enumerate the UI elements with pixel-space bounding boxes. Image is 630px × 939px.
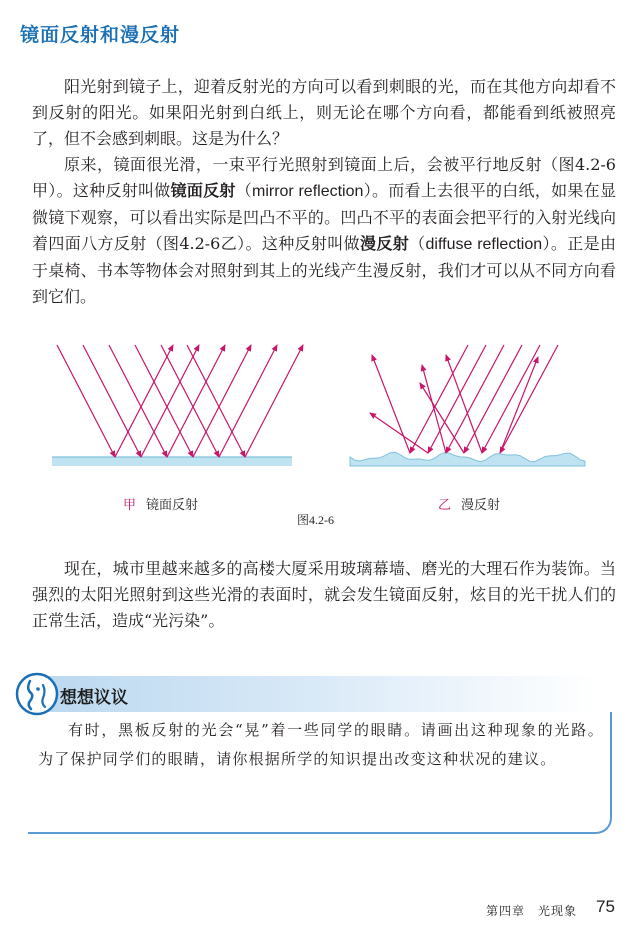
discussion-text: 有时，黑板反射的光会“晃”着一些同学的眼睛。请画出这种现象的光路。为了保护同学们的眼睛，请你根据所学的知识提出改变这种状况的建议。 [38,721,604,768]
scattered-ray [446,355,482,453]
paragraph-text: 原来，镜面很光滑，一束平行光照射到镜面上后，会被平行地反射（图4.2-6甲）。这种反射叫做 [32,155,616,200]
incident-ray [464,345,522,453]
page-number: 75 [596,897,615,916]
term-english: （mirror reflection） [235,183,372,200]
caption-label-jia: 甲 [123,498,137,513]
scattered-ray [370,413,428,453]
rough-surface [350,452,585,466]
incident-ray [109,345,167,457]
reflected-ray [219,345,277,457]
incident-ray [410,345,468,453]
diffuse-reflection-diagram [350,345,585,466]
term-mirror-reflection: 镜面反射 [170,181,236,200]
caption-left [123,494,198,513]
reflected-ray [193,345,251,457]
term-english: （diffuse reflection） [409,236,551,253]
paragraph-text: 。而看上去很平的白纸，如果在显微镜下观察，可以看出实际是凹凸不平的。凹凸不平的表面会把平行的入射光线向着四面八方反射（图4.2-6乙）。这种反射叫做 [32,181,616,253]
scattered-ray [372,355,410,453]
incident-ray [83,345,141,457]
incident-ray [482,345,540,453]
term-diffuse-reflection: 漫反射 [360,234,410,253]
reflection-figure [0,335,630,540]
discussion-title: 想想议议 [60,688,128,708]
reflected-ray [245,345,303,457]
paragraph-intro: 阳光射到镜子上，迎着反射光的方向可以看到刺眼的光，而在其他方向却看不到反射的阳光。如果阳光射到白纸上，则无论在哪个方向看，都能看到纸被照亮了，但不会感到刺眼。这是为什么？ [32,77,616,148]
caption-label-yi: 乙 [438,498,452,513]
mirror-surface [52,457,292,466]
incident-ray [500,345,558,453]
incident-ray [446,345,504,453]
figure-number: 图4.2-6 [297,513,334,527]
paragraph-light-pollution: 现在，城市里越来越多的高楼大厦采用玻璃幕墙、磨光的大理石作为装饰。当强烈的太阳光照射到这些光滑的表面时，就会发生镜面反射，炫目的光干扰人们的正常生活，造成“光污染”。 [32,559,616,630]
footer-chapter: 第四章 光现象 [486,904,578,918]
caption-text-diffuse: 漫反射 [461,498,501,513]
specular-reflection-diagram [52,345,303,466]
scattered-ray [500,357,538,453]
paragraph-explanation [32,152,616,310]
thinking-face-icon [14,671,60,717]
caption-text-mirror: 镜面反射 [146,498,199,513]
incident-ray [428,345,486,453]
incident-ray [57,345,115,457]
paragraph-text: 。正是由于桌椅、书本等物体会对照射到其上的光线产生漫反射，我们才可以从不同方向看到它们。 [32,234,616,306]
section-title: 镜面反射和漫反射 [20,24,181,46]
caption-right [438,494,500,513]
scattered-ray [422,365,446,453]
